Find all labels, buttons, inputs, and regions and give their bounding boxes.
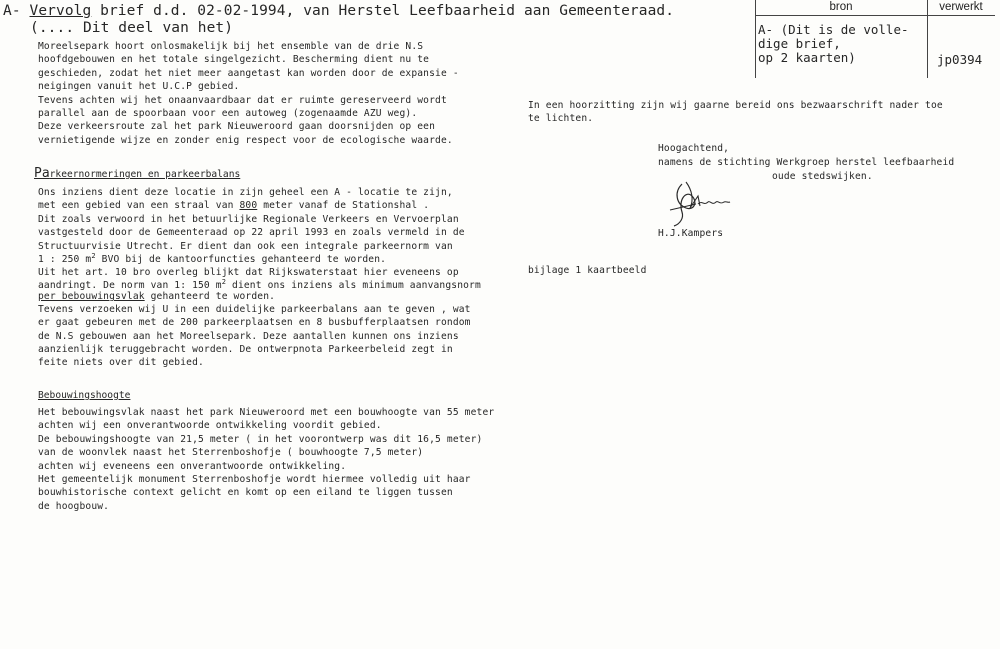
source-note-line-3: op 2 kaarten) [758,50,856,65]
text-line: vastgesteld door de Gemeenteraad op 22 april 1993 en zoals vermeld in de [38,227,465,239]
text-line: vernietigende wijze en zonder enig respect voor de ecologische waarde. [38,134,453,146]
radius-value: 800 [239,200,258,212]
text-line: de hoogbouw. [38,500,110,512]
building-height-paragraph [38,406,494,513]
building-height-heading: Bebouwingshoogte [38,390,131,401]
text-line: neigingen vanuit het U.C.P gebied. [38,81,240,93]
text-line: geschieden, zodat het niet meer aangetast kan worden door de expansie - [38,67,459,79]
text-line: De bebouwingshoogte van 21,5 meter ( in het voorontwerp was dit 16,5 meter) [38,433,483,445]
text-line: van de woonvlek naast het Sterrenboshofje ( bouwhoogte 7,5 meter) [38,447,424,459]
closing-salutation: Hoogachtend, [658,143,730,154]
text-line: In een hoorzitting zijn wij gaarne bereid ons bezwaarschrift nader toe [528,100,943,111]
text-line: Structuurvisie Utrecht. Er dient dan ook een integrale parkeernorm van [38,240,453,252]
text-line: Uit het art. 10 bro overleg blijkt dat Rijkswaterstaat hier eveneens op [38,267,459,279]
text-line: Tevens verzoeken wij U in een duidelijke parkeerbalans aan te geven , wat [38,303,471,315]
text-line: hoofdgebouwen en het totale singelgezicht. Bescherming dient nu te [38,54,430,66]
source-note-line-1: A- (Dit is de volle- [758,22,909,37]
text-line: per bebouwingsvlak gehanteerd te worden. [38,291,276,303]
text-line: Tevens achten wij het onaanvaardbaar dat er ruimte gereserveerd wordt [38,94,447,106]
text-line: parallel aan de spoorbaan voor een autoweg (zogenaamde AZU weg). [38,108,418,120]
text-line: Het bebouwingsvlak naast het park Nieuweroord met een bouwhoogte van 55 meter [38,407,495,418]
processed-column-label: verwerkt [939,1,983,13]
signer-name: H.J.Kampers [658,228,724,239]
parking-paragraph [38,186,481,370]
parking-section-heading: Parkeernormeringen en parkeerbalans [34,166,241,181]
text-line: de N.S gebouwen aan het Moreelsepark. Deze aantallen kunnen ons inziens [38,330,459,342]
text-line: te lichten. [528,113,594,125]
text-line: bouwhistorische context gelicht en komt op een eiland te liggen tussen [38,487,453,499]
archive-code: jp0394 [937,52,983,67]
hearing-paragraph [528,99,943,126]
text-line: Ons inziens dient deze locatie in zijn geheel een A - locatie te zijn, [38,187,453,198]
letter-subtitle: (.... Dit deel van het) [30,20,234,36]
text-line: met een gebied van een straal van 800 meter vanaf de Stationshal . [38,200,430,212]
signature-image [668,178,738,228]
text-line: aanzienlijk teruggebracht worden. De ontwerpnota Parkeerbeleid zegt in [38,344,453,356]
text-line: 1 : 250 $m^2$ BVO bij de kantoorfuncties gehanteerd te worden. [38,251,387,266]
text-line: Dit zoals verwoord in het betuurlijke Regionale Verkeers en Vervoerplan [38,213,459,225]
text-line: Moreelsepark hoort onlosmakelijk bij het ensemble van de drie N.S [38,41,424,52]
text-line: er gaat gebeuren met de 200 parkeerplaatsen en 8 busbufferplaatsen rondom [38,317,471,329]
archive-source-box [755,0,995,78]
text-line: Het gemeentelijk monument Sterrenboshofje wordt hiermee volledig uit haar [38,474,471,486]
source-column-label: bron [829,1,853,13]
organization-line-1: namens de stichting Werkgroep herstel leefbaarheid [658,157,955,168]
text-line: feite niets over dit gebied. [38,357,204,369]
source-note-line-2: dige brief, [758,36,841,51]
header-vervolg: Vervolg [29,3,92,19]
text-line: aandringt. De norm van 1: 150 $m^2$ dient ons inziens als minimum aanvangsnorm [38,277,481,291]
attachment-note: bijlage 1 kaartbeeld [528,265,647,276]
intro-paragraph [38,40,459,147]
text-line: Deze verkeersroute zal het park Nieuweroord gaan doorsnijden op een [38,121,436,133]
organization-line-2: oude stedswijken. [772,171,873,182]
text-line: achten wij een onverantwoorde ontwikkeling voordit gebied. [38,420,382,432]
letter-header: A- Vervolg brief d.d. 02-02-1994, van Herstel Leefbaarheid aan Gemeenteraad. [3,3,675,19]
text-line: achten wij eveneens een onverantwoorde ontwikkeling. [38,460,347,472]
